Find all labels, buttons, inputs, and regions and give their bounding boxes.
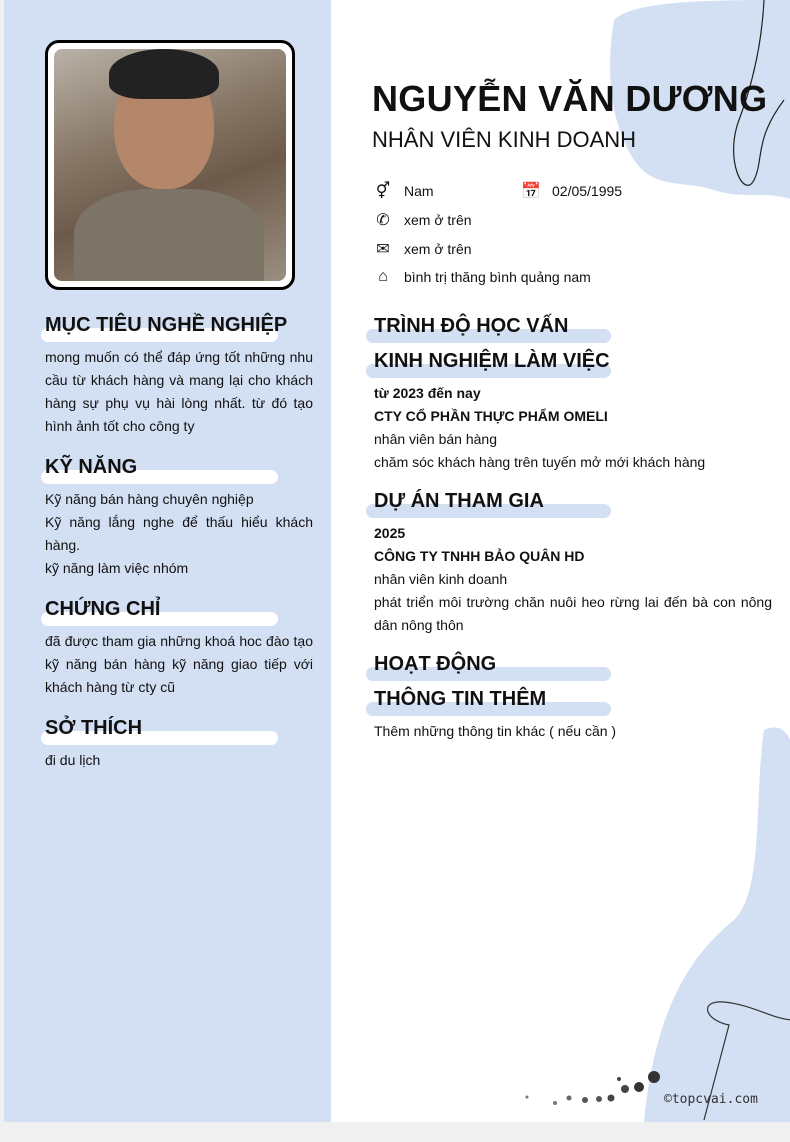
decorative-blob-top (594, 0, 790, 240)
project-description: phát triển môi trường chăn nuôi heo rừng lai đến bà con nông dân nông thôn (374, 594, 772, 633)
phone-value: xem ở trên (404, 212, 472, 228)
certificates-text: đã được tham gia những khoá hoc đào tạo kỹ năng bán hàng kỹ năng giao tiếp với khách hàng từ cty cũ (45, 633, 313, 695)
address-value: bình trị thăng bình quảng nam (404, 269, 591, 285)
hobbies-section (45, 717, 313, 772)
skill-item: kỹ năng làm việc nhóm (45, 560, 189, 576)
projects-section (374, 490, 772, 637)
phone-row (372, 210, 472, 230)
activities-section (374, 653, 772, 683)
projects-heading: DỰ ÁN THAM GIA (374, 490, 544, 512)
activities-heading: HOẠT ĐỘNG (374, 653, 497, 675)
email-value: xem ở trên (404, 241, 472, 257)
experience-section (374, 350, 772, 474)
skill-item: Kỹ năng lắng nghe để thấu hiểu khách hàng. (45, 514, 313, 553)
additional-info-text: Thêm những thông tin khác ( nếu cần ) (374, 723, 617, 739)
job-title: NHÂN VIÊN KINH DOANH (372, 127, 637, 152)
skills-heading: KỸ NĂNG (45, 456, 138, 478)
avatar (54, 49, 286, 281)
left-column (4, 0, 331, 1122)
skills-section (45, 456, 313, 580)
education-heading: TRÌNH ĐỘ HỌC VẤN (374, 315, 569, 337)
education-section (374, 315, 772, 345)
experience-heading: KINH NGHIỆM LÀM VIỆC (374, 350, 610, 372)
project-time: 2025 (374, 525, 406, 541)
hobbies-text: đi du lịch (45, 752, 101, 768)
additional-info-section (374, 688, 772, 743)
phone-icon: ✆ (376, 212, 390, 229)
experience-position: nhân viên bán hàng (374, 431, 497, 447)
cv-page (4, 0, 790, 1122)
objective-section (45, 314, 313, 438)
additional-info-heading: THÔNG TIN THÊM (374, 688, 547, 710)
email-row (372, 239, 472, 259)
skill-item: Kỹ năng bán hàng chuyên nghiệp (45, 491, 254, 507)
objective-heading: MỤC TIÊU NGHỀ NGHIỆP (45, 314, 288, 336)
experience-description: chăm sóc khách hàng trên tuyến mở mới khách hàng (374, 454, 706, 470)
calendar-icon: 📅 (521, 183, 541, 200)
experience-company: CTY CỔ PHẦN THỰC PHẨM OMELI (374, 408, 608, 424)
experience-time: từ 2023 đến nay (374, 385, 481, 401)
hobbies-heading: SỞ THÍCH (45, 717, 143, 739)
certificates-section (45, 598, 313, 699)
objective-text: mong muốn có thể đáp ứng tốt những nhu cầu từ khách hàng và mang lại cho khách hàng sự phụ vụ hài lòng nhất. từ đó tạo hình ảnh tốt cho công ty (45, 349, 313, 434)
project-company: CÔNG TY TNHH BẢO QUÂN HD (374, 548, 585, 564)
birthday-value: 02/05/1995 (552, 183, 623, 199)
envelope-icon: ✉ (376, 241, 390, 258)
project-position: nhân viên kinh doanh (374, 571, 508, 587)
certificates-heading: CHỨNG CHỈ (45, 598, 161, 620)
watermark: ©topcvai.com (664, 1092, 758, 1107)
address-row (372, 268, 591, 286)
gender-row (372, 181, 434, 201)
home-icon: ⌂ (378, 268, 388, 285)
birthday-row (520, 181, 622, 201)
ink-splatter (519, 1065, 669, 1110)
gender-value: Nam (404, 183, 434, 199)
profile-photo (45, 40, 295, 290)
gender-icon: ⚥ (375, 183, 391, 200)
candidate-name: NGUYỄN VĂN DƯƠNG (372, 78, 768, 119)
decorative-blob-bottom (644, 720, 790, 1122)
